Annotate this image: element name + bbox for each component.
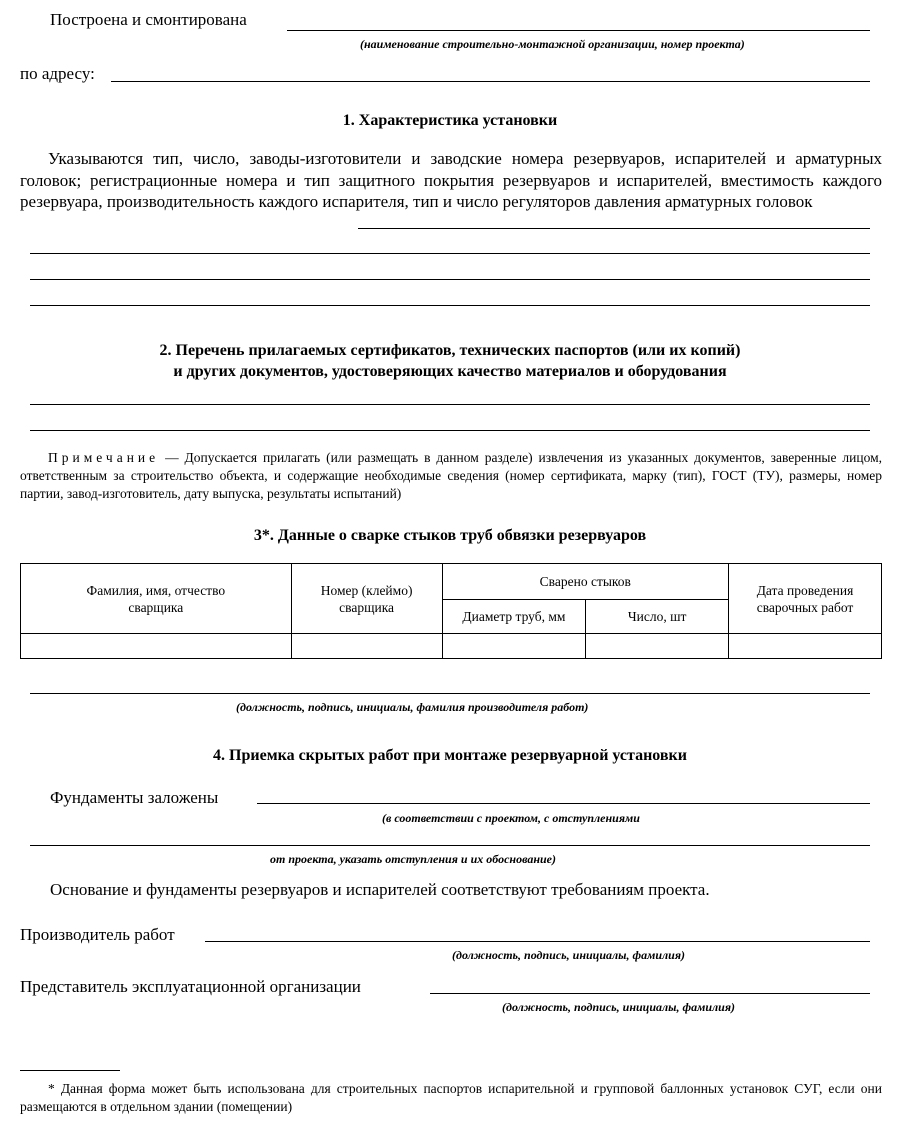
col-count: Число, шт: [586, 600, 729, 634]
cell-pipe-diameter[interactable]: [442, 634, 586, 659]
cell-welder-name[interactable]: [21, 634, 292, 659]
cell-welder-number[interactable]: [291, 634, 442, 659]
compliance-text: Основание и фундаменты резервуаров и испарителей соответствуют требованиям проекта.: [50, 880, 710, 899]
foundations-field[interactable]: [257, 803, 870, 804]
producer-caption: (должность, подпись, инициалы, фамилия): [452, 948, 686, 962]
foundations-label: Фундаменты заложены: [50, 788, 219, 807]
col-pipe-diameter: Диаметр труб, мм: [442, 600, 586, 634]
note-text: — Допускается прилагать (или размещать в данном разделе) извлечения из указанных документов, заверенные лицом, ответственным за строительство объекта, и содержащие необходимые сведения (номер сертификата, марку (тип), ГОСТ (ТУ), размеры, номер партии, завод-изготовитель, дату выпуска, результаты испытаний): [20, 450, 883, 501]
producer-signature-field[interactable]: [30, 693, 870, 694]
col-date: [729, 564, 882, 634]
section2-field-2[interactable]: [30, 430, 870, 431]
section2-title-line1: 2. Перечень прилагаемых сертификатов, технических паспортов (или их копий): [159, 342, 741, 359]
foundations-caption-1: (в соответствии с проектом, с отступлениями: [382, 811, 640, 825]
built-by-label: Построена и смонтирована: [50, 10, 247, 29]
section2-field-1[interactable]: [30, 404, 870, 405]
section3-title: 3*. Данные о сварке стыков труб обвязки резервуаров: [253, 527, 647, 544]
cell-date[interactable]: [729, 634, 882, 659]
section1-field-1[interactable]: [358, 228, 870, 229]
address-field[interactable]: [111, 81, 870, 82]
section1-field-2[interactable]: [30, 253, 870, 254]
col-welder-name: [21, 564, 292, 634]
operator-label: Представитель эксплуатационной организации: [20, 977, 361, 996]
producer-label: Производитель работ: [20, 925, 175, 944]
built-by-field[interactable]: [287, 30, 870, 31]
built-by-caption: (наименование строительно-монтажной организации, номер проекта): [360, 37, 745, 51]
cell-count[interactable]: [586, 634, 729, 659]
section2-title-line2: и других документов, удостоверяющих качество материалов и оборудования: [173, 363, 727, 380]
section2-note: [20, 449, 882, 503]
section1-field-3[interactable]: [30, 279, 870, 280]
col-welder-number-label: Номер (клеймо) сварщика: [320, 582, 413, 615]
col-welder-number: [291, 564, 442, 634]
section1-text: [20, 148, 882, 213]
col-welded-joints: Сварено стыков: [442, 564, 728, 600]
footnote-rule: [20, 1070, 120, 1071]
footnote-text: * Данная форма может быть использована для строительных паспортов испарительной и групповой баллонных установок СУГ, если они размещаются в отдельном здании (помещении): [20, 1081, 882, 1114]
col-date-label: Дата проведения сварочных работ: [756, 582, 854, 615]
foundations-field-2[interactable]: [30, 845, 870, 846]
producer-field[interactable]: [205, 941, 870, 942]
address-label: по адресу:: [20, 64, 95, 83]
section1-field-4[interactable]: [30, 305, 870, 306]
operator-field[interactable]: [430, 993, 870, 994]
welding-table: [20, 563, 882, 659]
foundations-caption-2: от проекта, указать отступления и их обоснование): [270, 852, 557, 866]
note-label: Примечание: [48, 450, 160, 465]
footnote: [20, 1080, 882, 1116]
col-welder-name-label: Фамилия, имя, отчество сварщика: [86, 582, 226, 615]
producer-signature-caption: (должность, подпись, инициалы, фамилия производителя работ): [236, 700, 589, 714]
section1-text-content: Указываются тип, число, заводы-изготовители и заводские номера резервуаров, испарителей и арматурных головок; регистрационные номера и тип защитного покрытия резервуаров и испарителей, вместимость каждого резервуара, производительность каждого испарителя, тип и число регуляторов давления арматурных головок: [20, 149, 882, 211]
section4-title: 4. Приемка скрытых работ при монтаже резервуарной установки: [213, 747, 687, 764]
section1-title: 1. Характеристика установки: [342, 112, 558, 129]
operator-caption: (должность, подпись, инициалы, фамилия): [502, 1000, 736, 1014]
